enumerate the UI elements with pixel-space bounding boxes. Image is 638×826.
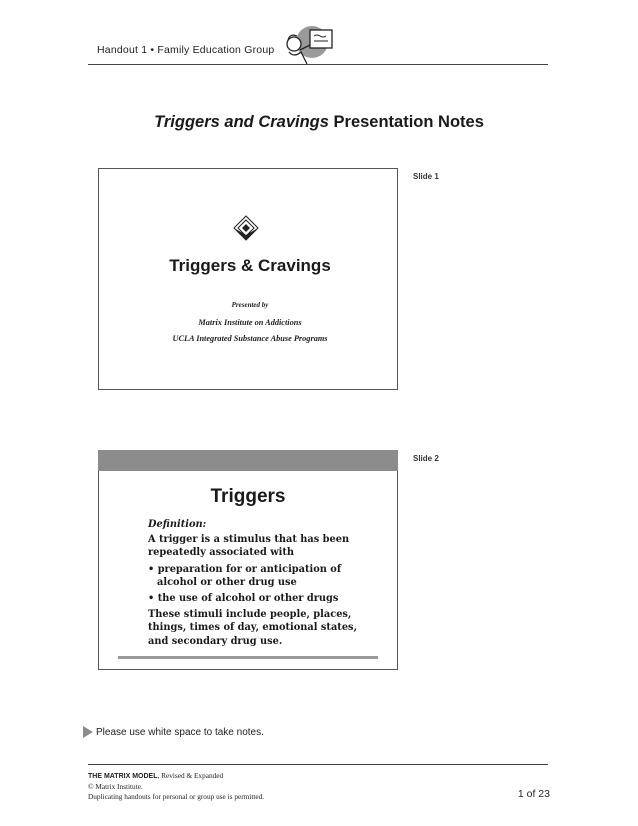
footer-permission: Duplicating handouts for personal or group use is permitted. [88,792,265,801]
document-title: Triggers and Cravings Presentation Notes [154,113,484,131]
slide-1-title: Triggers & Cravings [169,256,331,275]
definition-label: Definition: [148,519,207,530]
slide-2-header-band [98,450,398,471]
header-rule [88,64,548,65]
slide-2-body [148,518,378,651]
slide-1-presented-by: Presented by [231,301,269,309]
slide-1-org-ucla: UCLA Integrated Substance Abuse Programs [172,334,328,343]
footer-rule [88,764,548,765]
person-with-presentation-board-icon [280,22,336,68]
footer-copyright: © Matrix Institute. [88,782,143,791]
notes-instruction: Please use white space to take notes. [96,727,264,738]
slide-2-footer-bar [118,656,378,659]
closing-text: These stimuli include people, places, things, times of day, emotional states, and secondary drug use. [148,609,357,647]
handout-header: Handout 1 • Family Education Group [97,44,275,56]
slide-1-org-matrix: Matrix Institute on Addictions [198,318,302,327]
slide-1-frame [98,168,398,390]
page-number: 1 of 23 [517,788,550,800]
slide-2-title: Triggers [210,486,286,507]
footer-title: THE MATRIX MODEL, Revised & Expanded [88,771,224,780]
matrix-diamond-logo [233,215,259,241]
definition-text: A trigger is a stimulus that has been repeatedly associated with [148,534,350,559]
slide-1-label: Slide 1 [413,172,439,181]
bullet-item: • the use of alcohol or other drugs [148,593,339,605]
right-triangle-arrow-icon [83,726,93,738]
bullet-item: • preparation for or anticipation of alcohol or other drug use [148,563,342,588]
slide-2-label: Slide 2 [413,454,439,463]
